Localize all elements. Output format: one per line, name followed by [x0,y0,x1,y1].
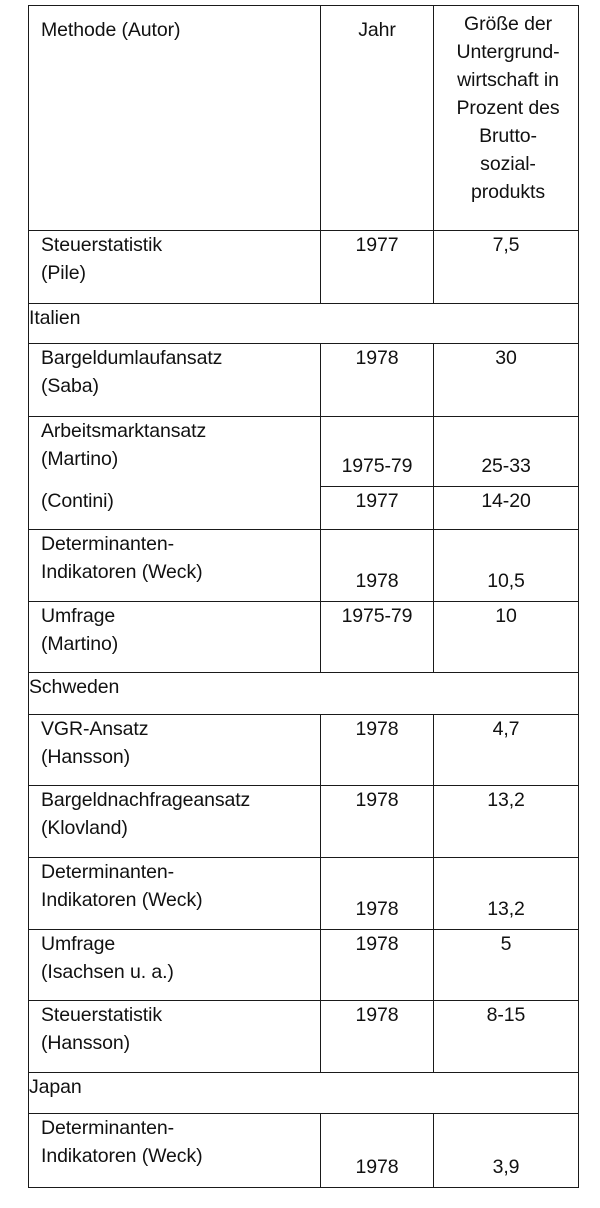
method-cell [29,857,321,929]
method-name: Umfrage [41,604,116,627]
header-year-label: Jahr [358,19,396,41]
value-cell: 10,5 [434,529,579,601]
value-cell: 3,9 [434,1114,579,1188]
table-row [29,1001,579,1073]
shadow-economy-table [28,5,579,1188]
method-author: (Contini) [41,489,114,512]
year-cell: 1977 [321,487,434,529]
method-name: Bargeldnachfrageansatz [41,789,251,812]
header-value-line: sozial- [480,153,536,175]
table-row [29,601,579,673]
section-label-italien: Italien [29,303,579,343]
method-cell [29,714,321,786]
table-row [29,929,579,1001]
value-cell: 14-20 [434,487,579,529]
method-cell [29,1001,321,1073]
year-cell: 1978 [321,1114,434,1188]
value-cell: 5 [434,929,579,1001]
table-row [29,416,579,487]
method-cell [29,344,321,417]
header-value [434,6,579,231]
year-cell: 1978 [321,529,434,601]
method-author: Indikatoren (Weck) [41,560,203,583]
year-cell: 1977 [321,231,434,304]
table-row [29,714,579,786]
table-row [29,487,579,529]
method-author: (Hansson) [41,1032,131,1055]
value-cell: 13,2 [434,857,579,929]
method-name: Steuerstatistik [41,234,162,257]
method-cell [29,929,321,1001]
year-cell: 1978 [321,344,434,417]
method-author: (Klovland) [41,817,128,840]
value-cell: 13,2 [434,786,579,858]
year-cell: 1978 [321,929,434,1001]
method-cell [29,1114,321,1188]
value-cell: 7,5 [434,231,579,304]
method-author: (Pile) [41,262,86,285]
method-author: (Saba) [41,375,99,398]
year-cell: 1978 [321,857,434,929]
table-row [29,344,579,417]
method-name: Bargeldumlaufansatz [41,347,223,370]
method-name: Steuerstatistik [41,1004,162,1027]
table-row [29,1114,579,1188]
method-name: VGR-Ansatz [41,717,149,740]
value-cell: 25-33 [434,416,579,487]
method-name: Determinanten- [41,860,174,883]
header-year [321,6,434,231]
year-cell: 1978 [321,1001,434,1073]
table-row [29,857,579,929]
method-cell [29,529,321,601]
table-header-row [29,6,579,231]
section-row [29,303,579,343]
header-value-line: wirtschaft in [457,69,559,91]
year-cell: 1975-79 [321,601,434,673]
value-cell: 10 [434,601,579,673]
method-name: Arbeitsmarktansatz [41,419,207,442]
section-label-japan: Japan [29,1072,579,1113]
method-name: Umfrage [41,932,116,955]
table-row [29,231,579,304]
table-row [29,529,579,601]
value-cell: 8-15 [434,1001,579,1073]
method-name: Determinanten- [41,1117,174,1140]
year-cell: 1978 [321,786,434,858]
year-cell: 1978 [321,714,434,786]
section-row [29,1072,579,1113]
header-value-line: Untergrund- [456,41,560,63]
section-label-schweden: Schweden [29,673,579,714]
method-author: Indikatoren (Weck) [41,1145,203,1168]
method-cell [29,601,321,673]
value-cell: 30 [434,344,579,417]
method-cell [29,231,321,304]
value-cell: 4,7 [434,714,579,786]
header-value-line: Brutto- [479,125,537,147]
method-author: (Isachsen u. a.) [41,960,174,983]
header-value-line: Prozent des [456,97,560,119]
method-name: Determinanten- [41,532,174,555]
header-value-line: Größe der [464,13,552,35]
method-cell [29,786,321,858]
method-author: Indikatoren (Weck) [41,888,203,911]
method-author: (Martino) [41,447,119,470]
method-cell [29,487,321,529]
section-row [29,673,579,714]
method-author: (Hansson) [41,745,131,768]
header-value-line: produkts [471,181,545,203]
header-method-label: Methode (Autor) [41,19,181,41]
table-row [29,786,579,858]
method-author: (Martino) [41,632,119,655]
header-method [29,6,321,231]
year-cell: 1975-79 [321,416,434,487]
method-cell [29,416,321,487]
